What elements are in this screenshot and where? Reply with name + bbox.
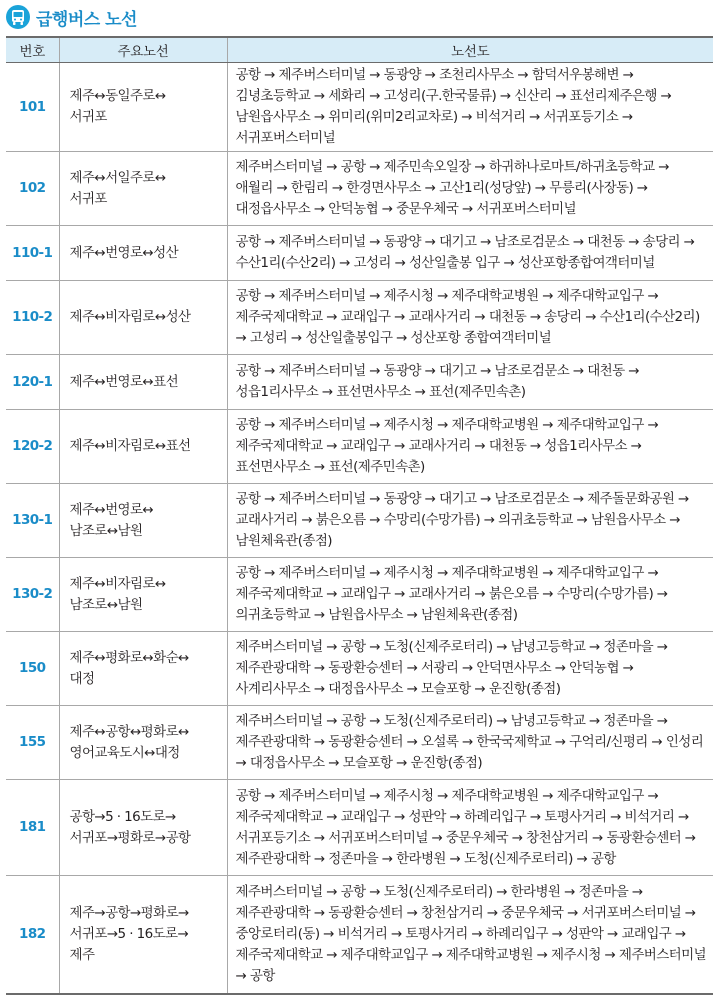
main-route: 제주↔서일주로↔ 서귀포: [59, 152, 227, 226]
route-stops: 공항 → 제주버스터미널 → 제주시청 → 제주대학교병원 → 제주대학교입구 → 제주국제대학교 → 교래입구 → 교래사거리 → 대천동 → 송당리 → 수산1리(수산2리) → 고성리 → 성산일출봉입구 → 성산포항 종합여객터미널: [227, 281, 713, 355]
route-number: 101: [6, 63, 59, 152]
main-route: 제주↔동일주로↔ 서귀포: [59, 63, 227, 152]
table-row: [6, 484, 713, 558]
route-number: 182: [6, 876, 59, 994]
main-route: 공항→5 · 16도로→ 서귀포→평화로→공항: [59, 780, 227, 876]
table-header-row: [6, 37, 713, 63]
table-row: [6, 706, 713, 780]
table-row: [6, 281, 713, 355]
page-title: 급행버스 노선: [36, 9, 137, 30]
route-number: 130-2: [6, 558, 59, 632]
main-route: 제주↔비자림로↔ 남조로↔남원: [59, 558, 227, 632]
route-stops: 공항 → 제주버스터미널 → 제주시청 → 제주대학교병원 → 제주대학교입구 → 제주국제대학교 → 교래입구 → 교래사거리 → 붉은오름 → 수망리(수망가름) → 의귀초등학교 → 남원읍사무소 → 남원체육관(종점): [227, 558, 713, 632]
route-number: 120-2: [6, 410, 59, 484]
table-row: [6, 63, 713, 152]
route-number: 120-1: [6, 355, 59, 410]
main-route: 제주→공항→평화로→ 서귀포→5 · 16도로→ 제주: [59, 876, 227, 994]
table-row: [6, 410, 713, 484]
route-stops: 제주버스터미널 → 공항 → 도청(신제주로터리) → 남녕고등학교 → 정존마을 → 제주관광대학 → 동광환승센터 → 서광리 → 안덕면사무소 → 안덕농협 → 사계리사무소 → 대정읍사무소 → 모슬포항 → 운진항(종점): [227, 632, 713, 706]
route-stops: 공항 → 제주버스터미널 → 동광양 → 대기고 → 남조로검문소 → 대천동 → 성읍1리사무소 → 표선면사무소 → 표선(제주민속촌): [227, 355, 713, 410]
column-header-route-map: 노선도: [227, 37, 713, 63]
table-row: [6, 558, 713, 632]
main-route: 제주↔공항↔평화로↔ 영어교육도시↔대정: [59, 706, 227, 780]
table-row: [6, 632, 713, 706]
table-row: [6, 355, 713, 410]
route-stops: 공항 → 제주버스터미널 → 제주시청 → 제주대학교병원 → 제주대학교입구 → 제주국제대학교 → 교래입구 → 교래사거리 → 대천동 → 성읍1리사무소 → 표선면사무소 → 표선(제주민속촌): [227, 410, 713, 484]
table-row: [6, 226, 713, 281]
main-route: 제주↔번영로↔성산: [59, 226, 227, 281]
route-number: 110-1: [6, 226, 59, 281]
table-row: [6, 152, 713, 226]
main-route: 제주↔비자림로↔표선: [59, 410, 227, 484]
column-header-main-route: 주요노선: [59, 37, 227, 63]
route-number: 150: [6, 632, 59, 706]
main-route: 제주↔비자림로↔성산: [59, 281, 227, 355]
route-stops: 공항 → 제주버스터미널 → 동광양 → 대기고 → 남조로검문소 → 대천동 → 송당리 → 수산1리(수산2리) → 고성리 → 성산일출봉 입구 → 성산포항종합여객터미널: [227, 226, 713, 281]
route-stops: 공항 → 제주버스터미널 → 제주시청 → 제주대학교병원 → 제주대학교입구 → 제주국제대학교 → 교래입구 → 성판악 → 하례리입구 → 토평사거리 → 비석거리 → 서귀포등기소 → 서귀포버스터미널 → 중문우체국 → 창천삼거리 → 동광환승센터 → 제주관광대학 → 정존마을 → 한라병원 → 도청(신제주로터리) → 공항: [227, 780, 713, 876]
route-number: 155: [6, 706, 59, 780]
main-route: 제주↔번영로↔표선: [59, 355, 227, 410]
route-stops: 제주버스터미널 → 공항 → 도청(신제주로터리) → 한라병원 → 정존마을 → 제주관광대학 → 동광환승센터 → 창천삼거리 → 중문우체국 → 서귀포버스터미널 → 중앙로터리(동) → 비석거리 → 토평사거리 → 하례리입구 → 성판악 → 교래입구 → 제주국제대학교 → 제주대학교입구 → 제주대학교병원 → 제주시청 → 제주버스터미널 → 공항: [227, 876, 713, 994]
route-stops: 공항 → 제주버스터미널 → 동광양 → 조천리사무소 → 함덕서우봉해변 → 김녕초등학교 → 세화리 → 고성리(구.한국물류) → 신산리 → 표선리제주은행 → 남원읍사무소 → 위미리(위미2리교차로) → 비석거리 → 서귀포등기소 → 서귀포버스터미널: [227, 63, 713, 152]
main-route: 제주↔번영로↔ 남조로↔남원: [59, 484, 227, 558]
table-row: [6, 876, 713, 994]
main-route: 제주↔평화로↔화순↔ 대정: [59, 632, 227, 706]
route-stops: 제주버스터미널 → 공항 → 제주민속오일장 → 하귀하나로마트/하귀초등학교 → 애월리 → 한림리 → 한경면사무소 → 고산1리(성당앞) → 무릉리(사장동) → 대정읍사무소 → 안덕농협 → 중문우체국 → 서귀포버스터미널: [227, 152, 713, 226]
route-table: [6, 36, 713, 995]
route-number: 181: [6, 780, 59, 876]
table-row: [6, 780, 713, 876]
table-body: [6, 63, 713, 994]
route-number: 110-2: [6, 281, 59, 355]
column-header-number: 번호: [6, 37, 59, 63]
route-number: 102: [6, 152, 59, 226]
page-header: [0, 0, 720, 34]
route-stops: 제주버스터미널 → 공항 → 도청(신제주로터리) → 남녕고등학교 → 정존마을 → 제주관광대학 → 동광환승센터 → 오설록 → 한국국제학교 → 구억리/신평리 → 인성리 → 대정읍사무소 → 모슬포항 → 운진항(종점): [227, 706, 713, 780]
route-stops: 공항 → 제주버스터미널 → 동광양 → 대기고 → 남조로검문소 → 제주돌문화공원 → 교래사거리 → 붉은오름 → 수망리(수망가름) → 의귀초등학교 → 남원읍사무소 → 남원체육관(종점): [227, 484, 713, 558]
bus-icon: [6, 5, 30, 29]
route-number: 130-1: [6, 484, 59, 558]
